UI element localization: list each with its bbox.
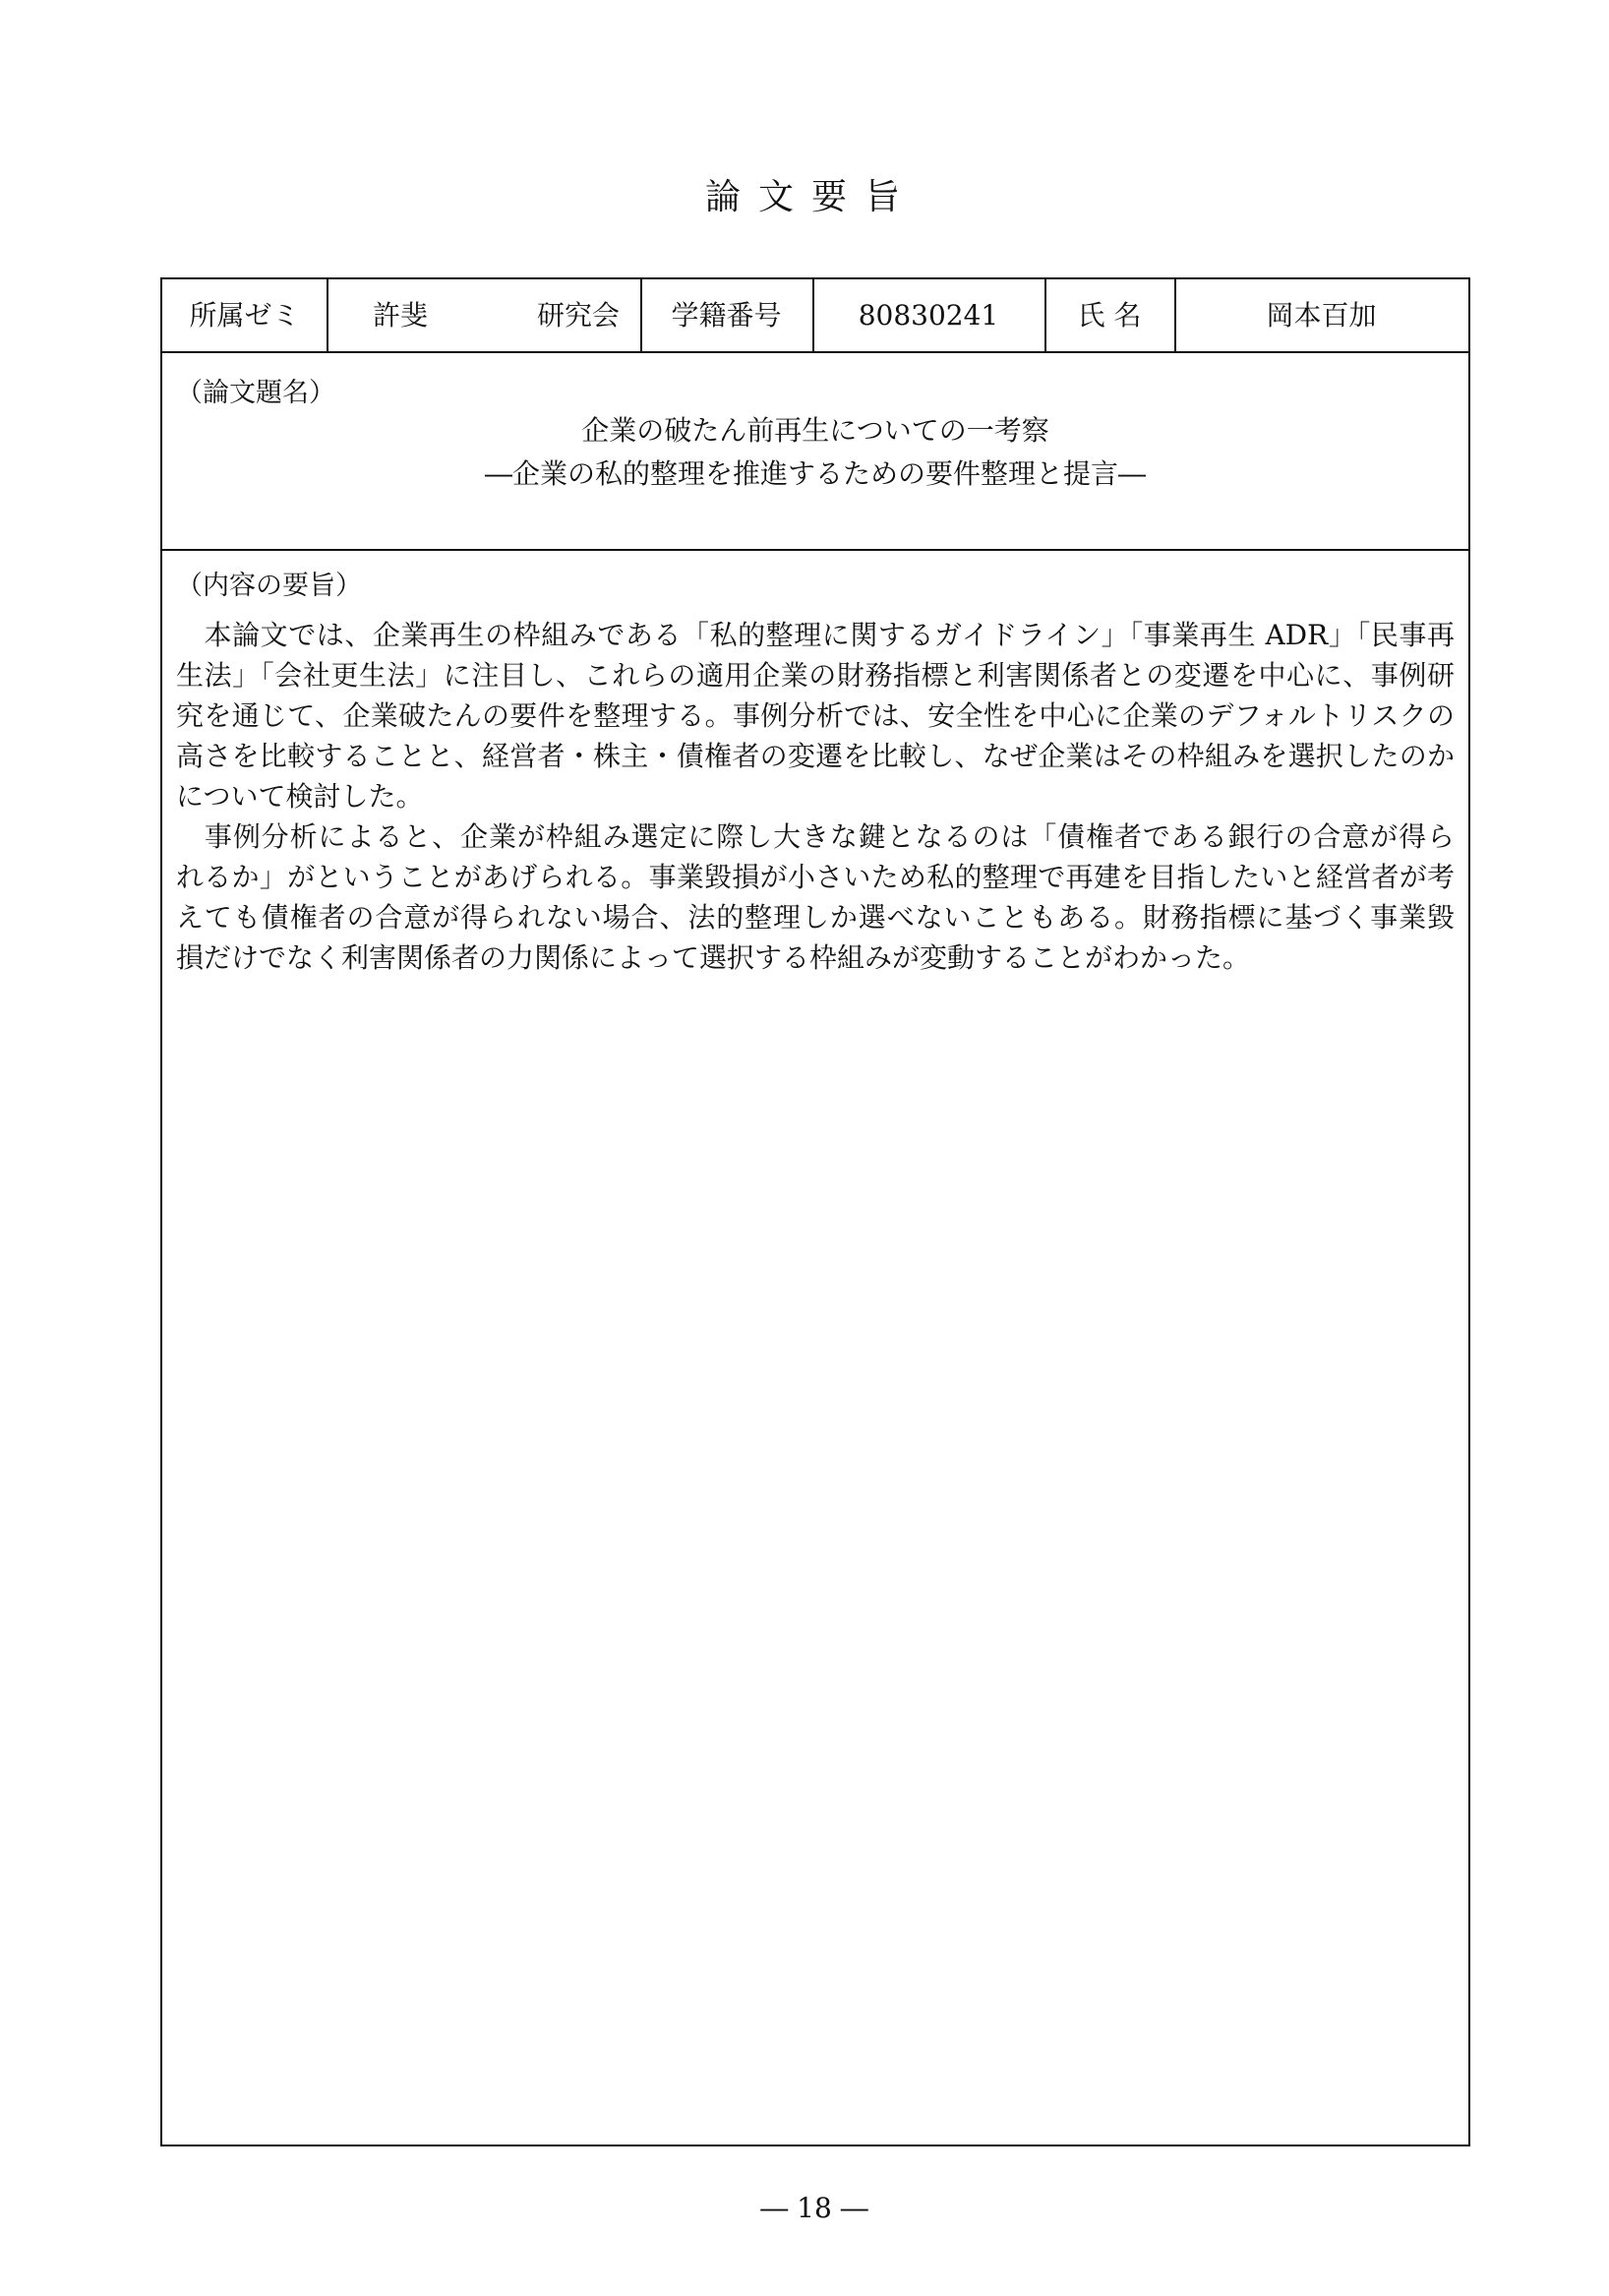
summary-line: 事例分析によると、企業が枠組み選定に際し大きな鍵となるのは「債権者である銀行の合意が得ら <box>176 820 1455 853</box>
abstract-form <box>160 277 1470 2146</box>
thesis-title-label: （論文題名） <box>176 378 335 408</box>
student-id: 80830241 <box>858 299 999 332</box>
name-label: 氏 名 <box>1077 299 1142 332</box>
seminar-suffix: 研究会 <box>536 299 620 332</box>
summary-line: 高さを比較することと、経営者・株主・債権者の変遷を比較し、なぜ企業はその枠組みを選択したのか <box>176 740 1455 772</box>
seminar-label: 所属ゼミ <box>189 299 300 332</box>
student-id-label: 学籍番号 <box>671 299 782 332</box>
summary-line: えても債権者の合意が得られない場合、法的整理しか選べないこともある。財務指標に基づく事業毀 <box>176 901 1455 934</box>
divider <box>162 549 1468 551</box>
divider <box>162 351 1468 353</box>
page-number: ― 18 ― <box>760 2192 868 2224</box>
thesis-title: 企業の破たん前再生についての一考察 <box>581 414 1049 447</box>
summary-line: 究を通じて、企業破たんの要件を整理する。事例分析では、安全性を中心に企業のデフォルトリスクの <box>176 699 1455 732</box>
summary-line: 本論文では、企業再生の枠組みである「私的整理に関するガイドライン」「事業再生 ADR」「民事再 <box>176 619 1455 651</box>
student-name: 岡本百加 <box>1266 299 1377 332</box>
summary-line: 損だけでなく利害関係者の力関係によって選択する枠組みが変動することがわかった。 <box>176 941 1251 974</box>
summary-label: （内容の要旨） <box>176 571 362 601</box>
summary-line: 生法」「会社更生法」に注目し、これらの適用企業の財務指標と利害関係者との変遷を中心に、事例研 <box>176 659 1455 692</box>
seminar-name: 許斐 <box>372 299 428 332</box>
summary-line: について検討した。 <box>176 780 424 813</box>
summary-line: れるか」がということがあげられる。事業毀損が小さいため私的整理で再建を目指したいと経営者が考 <box>176 861 1455 893</box>
thesis-subtitle: ―企業の私的整理を推進するための要件整理と提言― <box>484 457 1146 490</box>
document-title: 論文要旨 <box>704 177 918 217</box>
